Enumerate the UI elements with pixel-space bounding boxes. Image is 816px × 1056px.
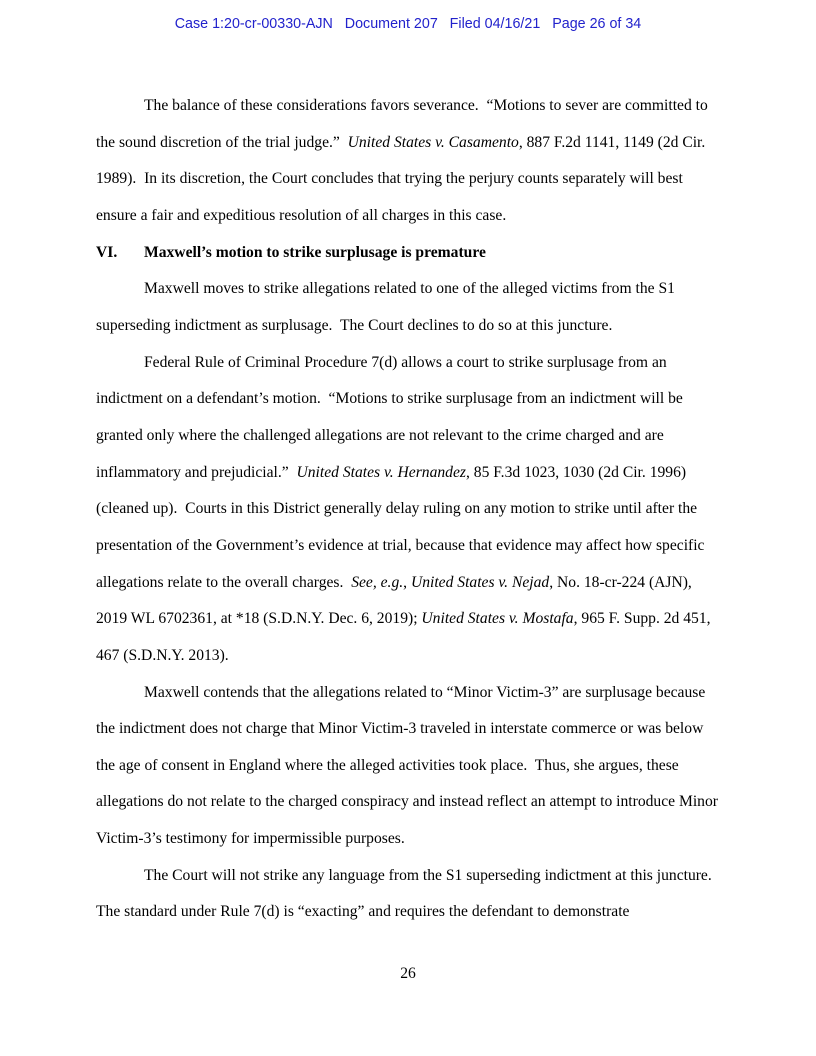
- paragraph-court-ruling: [96, 858, 720, 931]
- section-number: VI.: [96, 243, 118, 261]
- case-citation-nejad: United States v. Nejad: [410, 573, 550, 591]
- text-run: Federal Rule of Criminal Procedure 7(d) allows a court to strike surplusage from an indictment on a defendant’s motion. “Motions to strike surplusage from an indictment will be granted only where the challenged allegations are not relevant to the crime charged and are inflammatory and prejudicial.”: [96, 353, 687, 481]
- text-run: Maxwell contends that the allegations related to “Minor Victim-3” are surplusage because the indictment does not charge that Minor Victim-3 traveled in interstate commerce or was below the age of consent in England where the alleged activities took place. Thus, she argues, these allegations do not relate to the charged conspiracy and instead reflect an attempt to introduce Minor Victim-3’s testimony for impermissible purposes.: [96, 683, 722, 848]
- document-body: [96, 88, 720, 931]
- signal-see-eg: See, e.g.: [351, 573, 404, 591]
- paragraph-severance-conclusion: [96, 88, 720, 235]
- case-citation-mostafa: United States v. Mostafa: [421, 610, 574, 628]
- page-number: 26: [400, 965, 416, 982]
- text-run: , 887 F.2d 1141, 1149 (2d Cir. 1989). In its discretion, the Court concludes that trying the perjury counts separately will best ensure a fair and expeditious resolution of all charges in this case.: [96, 133, 710, 224]
- text-run: The balance of these considerations favors severance. “Motions to sever are committed to the sound discretion of the trial judge.”: [96, 97, 712, 151]
- case-citation-hernandez: United States v. Hernandez: [296, 463, 466, 481]
- section-heading-vi: [96, 235, 720, 272]
- text-run: , No. 18-cr-224 (AJN), 2019 WL 6702361, at *18 (S.D.N.Y. Dec. 6, 2019);: [96, 573, 696, 628]
- text-run: Maxwell moves to strike allegations related to one of the alleged victims from the S1 superseding indictment as surplusage. The Court declines to do so at this juncture.: [96, 280, 679, 334]
- ecf-header-stamp: Case 1:20-cr-00330-AJN Document 207 Filed 04/16/21 Page 26 of 34: [174, 16, 642, 32]
- text-run: , 965 F. Supp. 2d 451, 467 (S.D.N.Y. 2013).: [96, 610, 715, 664]
- text-run: , 85 F.3d 1023, 1030 (2d Cir. 1996) (cleaned up). Courts in this District generally delay ruling on any motion to strike until after the presentation of the Government’s evidence at trial, because that evidence may affect how specific allegations relate to the overall charges.: [96, 463, 709, 591]
- paragraph-rule-7d-standard: [96, 345, 720, 675]
- case-citation-casamento: United States v. Casamento: [347, 133, 519, 151]
- paragraph-strike-motion-intro: [96, 271, 720, 344]
- text-run: ,: [403, 573, 411, 591]
- section-title: Maxwell’s motion to strike surplusage is premature: [144, 243, 486, 261]
- paragraph-maxwell-contentions: [96, 675, 720, 858]
- text-run: The Court will not strike any language from the S1 superseding indictment at this juncture. The standard under Rule 7(d) is “exacting” and requires the defendant to demonstrate: [96, 866, 720, 921]
